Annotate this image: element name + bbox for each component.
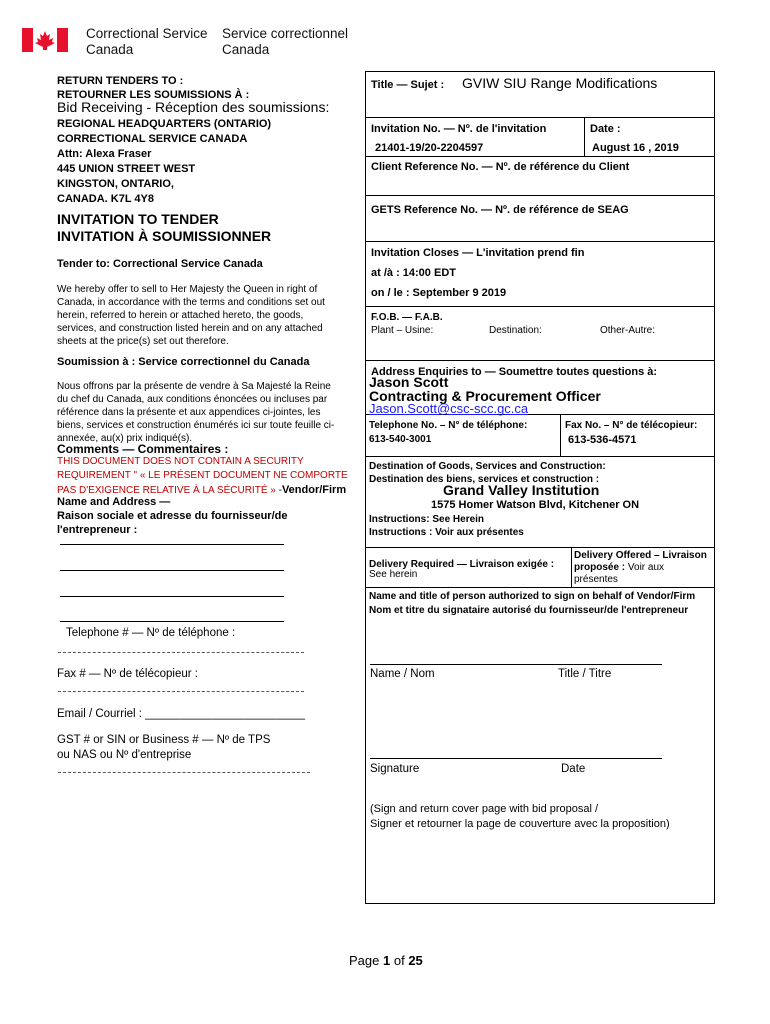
raison-line1: Raison sociale et adresse du fournisseur/de [57, 510, 288, 522]
invitation-heading [57, 211, 271, 245]
delivery-offered-value2: présentes [574, 574, 618, 585]
name-address-label: Name and Address — [57, 496, 171, 508]
fob-label: F.O.B. — F.A.B. [371, 312, 443, 323]
soumission-text-line: annexée, au(x) prix indiqué(s). [57, 433, 193, 444]
closes-date: on / le : September 9 2019 [371, 287, 507, 299]
page-current: 1 [383, 953, 391, 968]
contact-email-link[interactable]: Jason.Scott@csc-scc.gc.ca [369, 401, 529, 416]
dept-fr-line2: Canada [222, 42, 270, 57]
fax-no-value: 613-536-4571 [568, 434, 637, 446]
authorized-label-fr: Nom et titre du signataire autorisé du fournisseur/de l'entrepreneur [369, 605, 689, 616]
contact-title: Contracting & Procurement Officer [369, 388, 601, 404]
bid-receiving-label: Bid Receiving - Réception des soumissions: [57, 99, 330, 115]
department-name-en [86, 26, 208, 58]
return-tenders-label [57, 74, 249, 102]
department-name-fr [222, 26, 348, 58]
security-line2: REQUIREMENT " « LE PRÉSENT DOCUMENT NE COMPORTE [57, 470, 348, 481]
fax-no-label: Fax No. – N° de télécopieur: [565, 420, 698, 431]
signature-date-label: Date [561, 763, 586, 775]
raison-line2: l'entrepreneur : [57, 524, 138, 536]
address-line: Attn: Alexa Fraser [57, 148, 152, 160]
tender-text-line: herein, referred to herein or attached hereto, the goods, [57, 310, 304, 321]
delivery-required-label: Delivery Required — Livraison exigée : [369, 559, 555, 570]
security-line3: PAS D'EXIGENCE RELATIVE À LA SÉCURITÉ » [57, 485, 276, 496]
security-notice: THIS DOCUMENT DOES NOT CONTAIN A SECURITY REQUIREMENT " « LE PRÉSENT DOCUMENT NE COMPORTE PAS D'EXIGENCE RELATIVE À LA SÉCURITÉ » -Vendor/Firm [57, 455, 367, 498]
gst-line1: GST # or SIN or Business # — Nº de TPS [57, 734, 271, 746]
name-title-signature-line[interactable] [370, 664, 662, 665]
return-line1: RETURN TENDERS TO : [57, 75, 184, 87]
telephone-field[interactable] [58, 652, 304, 653]
delivery-offered-label1: Delivery Offered – Livraison [574, 550, 707, 561]
delivery-offered [574, 550, 707, 586]
institution-name: Grand Valley Institution [443, 482, 600, 498]
dept-en-line2: Canada [86, 42, 134, 57]
instructions-fr: Instructions : Voir aux présentes [369, 527, 524, 538]
security-line1: THIS DOCUMENT DOES NOT CONTAIN A SECURITY [57, 456, 304, 467]
vendor-firm-label: Vendor/Firm [281, 484, 347, 496]
signature-label: Signature [370, 763, 420, 775]
telephone-no-value: 613-540-3001 [369, 434, 432, 445]
fob-other: Other-Autre: [600, 325, 656, 336]
gets-ref-label: GETS Reference No. — Nº. de référence de SEAG [371, 204, 629, 216]
invitation-no-label: Invitation No. — Nº. de l'invitation [371, 123, 547, 135]
date-value: August 16 , 2019 [592, 142, 679, 154]
gst-field[interactable] [58, 772, 310, 773]
invitation-fr: INVITATION À SOUMISSIONNER [57, 228, 272, 244]
tender-text [57, 283, 357, 348]
soumission-text-line: biens, services et construction énumérés ici sur toute feuille ci- [57, 420, 335, 431]
fax-label: Fax # — Nº de télécopieur : [57, 668, 198, 680]
page-of: of [393, 953, 405, 968]
soumission-text-line: Nous offrons par la présente de vendre à Sa Majesté la Reine [57, 381, 331, 392]
tender-text-line: services, and construction listed herein and on any attached [57, 323, 323, 334]
vendor-address-line-1[interactable] [60, 544, 284, 545]
soumission-text [57, 380, 357, 445]
canada-flag-logo [22, 28, 68, 52]
authorized-label-en: Name and title of person authorized to sign on behalf of Vendor/Firm [369, 591, 696, 602]
address-line: CORRECTIONAL SERVICE CANADA [57, 133, 248, 145]
sign-note-line1: (Sign and return cover page with bid proposal / [370, 803, 599, 815]
page-prefix: Page [349, 953, 380, 968]
raison-sociale-label [57, 509, 287, 537]
instructions-en: Instructions: See Herein [369, 514, 485, 525]
fax-field[interactable] [58, 691, 304, 692]
client-ref-label: Client Reference No. — Nº. de référence du Client [371, 161, 630, 173]
comments-label: Comments — Commentaires : [57, 442, 229, 456]
soumission-text-line: référence dans la présente et aux appendices ci-jointes, les [57, 407, 321, 418]
tender-text-line: Canada, in accordance with the terms and conditions set out [57, 297, 325, 308]
telephone-no-label: Telephone No. – N° de téléphone: [369, 420, 528, 431]
destination-label-fr: Destination des biens, services et construction : [369, 474, 600, 485]
enquiries-label: Address Enquiries to — Soumettre toutes questions à: [371, 366, 658, 378]
invitation-no-value: 21401-19/20-2204597 [375, 142, 484, 154]
soumission-text-line: du chef du Canada, aux conditions énoncées ou incluses par [57, 394, 328, 405]
tender-text-line: sheets at the price(s) set out therefore. [57, 336, 229, 347]
delivery-offered-label2: proposée : [574, 562, 626, 573]
gst-label [57, 733, 270, 763]
signature-line[interactable] [370, 758, 662, 759]
dept-en-line1: Correctional Service [86, 26, 208, 41]
vendor-address-line-4[interactable] [60, 621, 284, 622]
email-field[interactable]: Email / Courriel : _________________________ [57, 708, 306, 720]
title-label: Title — Sujet : [371, 79, 445, 91]
destination-label-en: Destination of Goods, Services and Construction: [369, 461, 606, 472]
fob-destination: Destination: [489, 325, 542, 336]
vendor-address-line-3[interactable] [60, 596, 284, 597]
return-line2: RETOURNER LES SOUMISSIONS À : [57, 89, 250, 101]
address-line: 445 UNION STREET WEST [57, 163, 196, 175]
telephone-label: Telephone # — Nº de téléphone : [66, 627, 236, 639]
gst-line2: ou NAS ou Nº d'entreprise [57, 749, 192, 761]
soumission-to-label: Soumission à : Service correctionnel du Canada [57, 356, 310, 368]
sign-note-line2: Signer et retourner la page de couverture avec la proposition) [370, 818, 670, 830]
title-value: GVIW SIU Range Modifications [462, 75, 658, 91]
address-line: REGIONAL HEADQUARTERS (ONTARIO) [57, 118, 272, 130]
closes-label: Invitation Closes — L'invitation prend fin [371, 247, 585, 259]
tender-text-line: We hereby offer to sell to Her Majesty the Queen in right of [57, 284, 318, 295]
vendor-address-line-2[interactable] [60, 570, 284, 571]
fob-plant: Plant – Usine: [371, 325, 434, 336]
page-number [349, 953, 423, 968]
title-label-2: Title / Titre [558, 668, 612, 680]
sign-return-note [370, 802, 670, 832]
delivery-offered-value1: Voir aux [627, 562, 665, 573]
address-line: CANADA. K7L 4Y8 [57, 193, 154, 205]
return-address [57, 117, 271, 207]
institution-address: 1575 Homer Watson Blvd, Kitchener ON [431, 499, 640, 511]
invitation-en: INVITATION TO TENDER [57, 211, 219, 227]
name-label: Name / Nom [370, 668, 435, 680]
closes-time: at /à : 14:00 EDT [371, 267, 456, 279]
address-line: KINGSTON, ONTARIO, [57, 178, 174, 190]
contact-name: Jason Scott [369, 374, 449, 390]
page-total: 25 [408, 953, 423, 968]
delivery-required-value: See herein [369, 569, 418, 580]
dept-fr-line1: Service correctionnel [222, 26, 349, 41]
tender-to-label: Tender to: Correctional Service Canada [57, 258, 263, 270]
date-label: Date : [590, 123, 621, 135]
